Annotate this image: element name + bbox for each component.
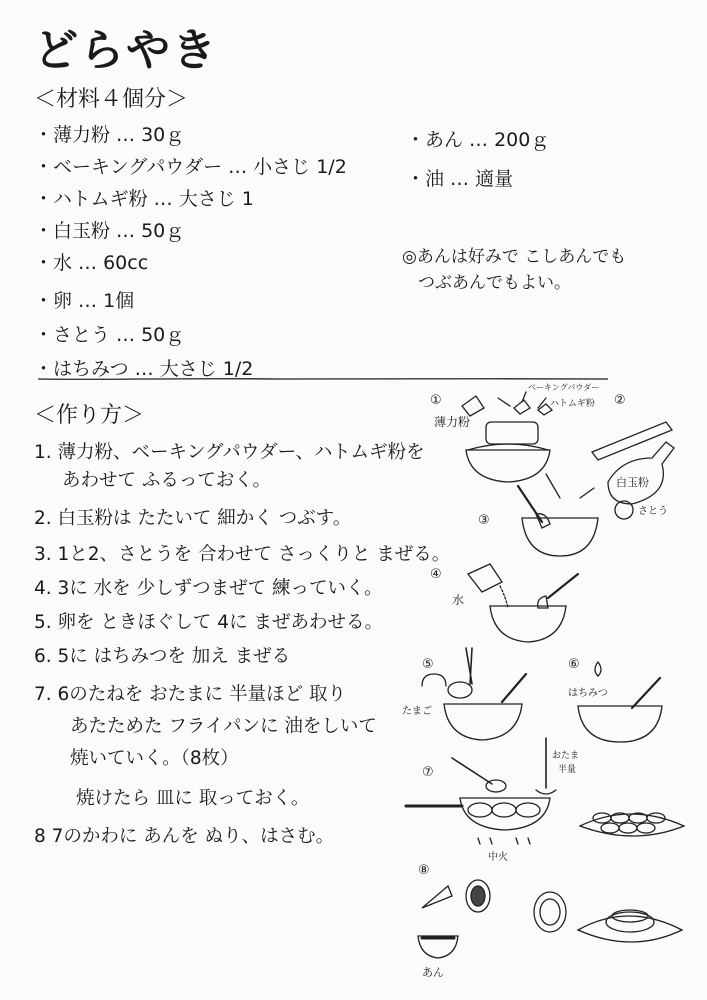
chopsticks	[466, 648, 472, 684]
step-line: 7. 6のたねを おたまに 半量ほど 取り	[34, 684, 346, 705]
label-chubi: 中火	[488, 852, 508, 863]
page-title: どらやき	[34, 25, 218, 76]
step-number-6: ⑥	[568, 657, 580, 672]
label-tamago: たまご	[402, 706, 432, 717]
step-line: 5. 卵を ときほぐして 4に まぜあわせる。	[34, 612, 383, 633]
ingredient-item: ・はちみつ … 大さじ 1/2	[34, 358, 254, 380]
note-line: つぶあんでもよい。	[418, 273, 571, 293]
step-line: 3. 1と2、さとうを 合わせて さっくりと まぜる。	[34, 544, 451, 565]
step-number-3: ③	[478, 513, 490, 528]
mixing-bowl-4	[490, 606, 566, 642]
label-otama: おたま	[552, 751, 580, 761]
step-line: あたためた フライパンに 油をしいて	[70, 716, 377, 737]
step-line: 焼けたら 皿に 取っておく。	[76, 788, 310, 809]
mixing-bowl-1	[466, 450, 550, 482]
ladle	[452, 758, 492, 784]
step-line: あわせて ふるっておく。	[62, 470, 272, 491]
label-baking-powder: ベーキングパウダー	[528, 383, 600, 392]
step-number-5: ⑤	[422, 657, 434, 672]
ingredient-item: ・あん … 200ｇ	[406, 129, 550, 151]
ingredient-item: ・さとう … 50ｇ	[34, 324, 185, 346]
flour-cup	[462, 396, 484, 416]
water-cup	[468, 564, 502, 592]
ingredient-item: ・水 … 60cc	[34, 252, 149, 274]
spreading-knife	[422, 886, 452, 908]
step-line: 6. 5に はちみつを 加え まぜる	[34, 646, 291, 667]
recipe-illustrations	[398, 378, 698, 978]
rolling-pin	[592, 422, 672, 460]
ingredient-item: ・ハトムギ粉 … 大さじ 1	[34, 188, 254, 210]
step-line: 8 7のかわに あんを ぬり、はさむ。	[34, 826, 335, 847]
ingredients-heading: ＜材料４個分＞	[34, 87, 189, 112]
step2-crush-illustration	[592, 393, 674, 504]
ingredient-item: ・ベーキングパウダー … 小さじ 1/2	[34, 156, 347, 178]
dorayaki-open	[534, 892, 566, 932]
egg-bowl	[422, 674, 446, 686]
mixing-bowl-6	[578, 706, 662, 742]
step-line: 焼いていく。（8枚）	[70, 748, 239, 769]
step7-fry-illustration	[406, 738, 684, 863]
step-number-2: ②	[614, 393, 626, 408]
step5-egg-illustration	[402, 648, 526, 740]
step4-water-illustration	[430, 564, 578, 642]
label-mizu: 水	[452, 593, 465, 607]
step-number-8: ⑧	[418, 863, 430, 878]
mixing-bowl-5	[444, 704, 522, 740]
sieve	[486, 422, 538, 444]
plate-dorayaki	[578, 916, 682, 942]
honey-drop	[595, 662, 601, 676]
label-an: あん	[422, 966, 444, 978]
step-number-7: ⑦	[422, 765, 434, 780]
step-number-1: ①	[430, 393, 442, 408]
step6-honey-illustration	[568, 657, 662, 742]
ingredient-item: ・油 … 適量	[406, 168, 514, 190]
label-hanryou: 半量	[558, 765, 577, 775]
step1-sift-illustration	[430, 383, 599, 482]
label-hatomugi: ハトムギ粉	[550, 399, 595, 409]
step8-assemble-illustration	[418, 863, 682, 978]
method-heading: ＜作り方＞	[34, 403, 145, 428]
step-line: 1. 薄力粉、ベーキングパウダー、ハトムギ粉を	[34, 442, 425, 463]
spatula	[548, 574, 578, 598]
label-hachimitsu: はちみつ	[568, 688, 608, 699]
egg-ladle	[448, 682, 472, 698]
mixing-bowl-3	[522, 518, 598, 556]
ingredient-item: ・卵 … 1個	[34, 290, 135, 312]
note-line: ◎あんは好みで こしあんでも	[402, 247, 627, 267]
spatula	[518, 486, 542, 522]
label-hakurikiko: 薄力粉	[434, 415, 471, 429]
ingredient-item: ・薄力粉 … 30ｇ	[34, 124, 185, 146]
ingredient-item: ・白玉粉 … 50ｇ	[34, 220, 185, 242]
label-satou: さとう	[638, 506, 668, 517]
step-number-4: ④	[430, 567, 442, 582]
label-shiratama: 白玉粉	[616, 476, 649, 489]
step-line: 2. 白玉粉は たたいて 細かく つぶす。	[34, 508, 352, 529]
step-line: 4. 3に 水を 少しずつまぜて 練っていく。	[34, 578, 383, 599]
